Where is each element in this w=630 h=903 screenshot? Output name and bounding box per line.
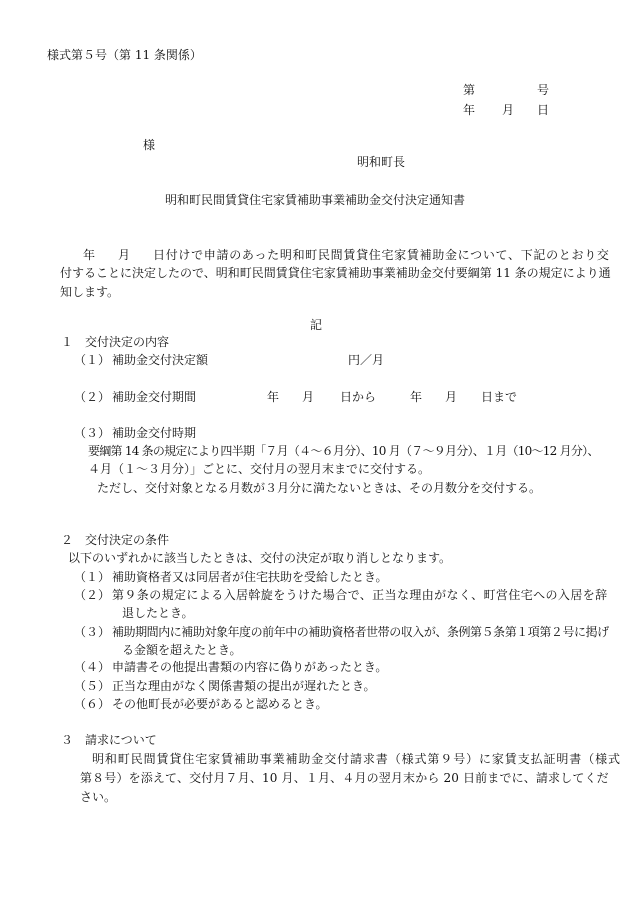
condition-2-text: 第９条の規定による入居斡旋をうけた場合で、正当な理由がなく、町営住宅への入居を辞 [112,588,608,602]
issue-date-year: 年 [463,103,476,117]
timing-line-1: 要綱第 14 条の規定により四半期「７月（４～６月分）、10 月（７～９月分）、１月（10～12 月分）、 [88,444,599,458]
document-title: 明和町民間賃貸住宅家賃補助事業補助金交付決定通知書 [164,193,465,207]
condition-2-number: （２） [74,588,111,602]
section2-heading: 交付決定の条件 [85,533,170,547]
section3-heading: 請求について [85,733,157,747]
condition-3-text: 補助期間内に補助対象年度の前年中の補助資格者世帯の収入が、条例第５条第１項第２号に掲げ [112,625,609,639]
condition-6-text: その他町長が必要があると認めるとき。 [112,697,328,711]
condition-4-text: 申請書その他提出書類の内容に偽りがあったとき。 [112,660,388,674]
section1-number: １ [61,335,74,349]
amount-label: 補助金交付決定額 [112,353,209,367]
condition-3-number: （３） [74,625,111,639]
addressee-suffix: 様 [143,138,156,152]
condition-5-number: （５） [74,679,111,693]
period-label: 補助金交付期間 [112,390,197,404]
condition-3-text-cont: る金額を超えたとき。 [122,643,242,657]
issuer: 明和町長 [357,155,406,169]
document-number-prefix: 第 [463,83,476,97]
claim-line-2: 第８号）を添えて、交付月７月、10 月、１月、４月の翌月末から 20 日前までに、請求してくだ [80,771,609,785]
amount-unit: 円／月 [348,353,385,367]
period-start-month: 月 [302,390,315,404]
form-number: 様式第５号（第 11 条関係） [47,48,202,62]
document-number-suffix: 号 [537,83,550,97]
claim-line-1: 明和町民間賃貸住宅家賃補助事業補助金交付請求書（様式第９号）に家賃支払証明書（様式 [92,752,621,766]
intro-line-1: 日付けで申請のあった明和町民間賃貸住宅家賃補助金について、下記のとおり交 [153,248,610,262]
condition-1-text: 補助資格者又は同居者が住宅扶助を受給したとき。 [112,570,388,584]
timing-proviso: ただし、交付対象となる月数が３月分に満たないときは、その月数分を交付する。 [97,481,542,495]
intro-line-3: 知します。 [60,285,120,299]
timing-label: 補助金交付時期 [112,426,197,440]
period-end-day: 日まで [481,390,518,404]
period-end-month: 月 [445,390,458,404]
ki-heading: 記 [310,318,323,332]
intro-year: 年 [83,248,96,262]
condition-2-text-cont: 退したとき。 [122,606,194,620]
condition-6-number: （６） [74,697,111,711]
intro-month: 月 [118,248,131,262]
period-start-year: 年 [267,390,280,404]
timing-line-2: ４月（１～３月分）」ごとに、交付月の翌月末までに交付する。 [88,462,431,476]
condition-1-number: （１） [74,570,111,584]
intro-line-2: 付することに決定したので、明和町民間賃貸住宅家賃補助事業補助金交付要綱第 11 条の規定により通 [60,266,611,280]
issue-date-day: 日 [537,103,550,117]
period-start-day: 日から [340,390,377,404]
section2-number: ２ [61,533,74,547]
timing-number: （３） [74,426,111,440]
section2-lead: 以下のいずれかに該当したときは、交付の決定が取り消しとなります。 [68,551,452,565]
condition-5-text: 正当な理由がなく関係書類の提出が遅れたとき。 [112,679,376,693]
condition-4-number: （４） [74,660,111,674]
claim-line-3: さい。 [80,790,117,804]
period-number: （２） [74,390,111,404]
issue-date-month: 月 [502,103,515,117]
amount-number: （１） [74,353,111,367]
section3-number: ３ [61,733,74,747]
section1-heading: 交付決定の内容 [85,335,170,349]
period-end-year: 年 [410,390,423,404]
